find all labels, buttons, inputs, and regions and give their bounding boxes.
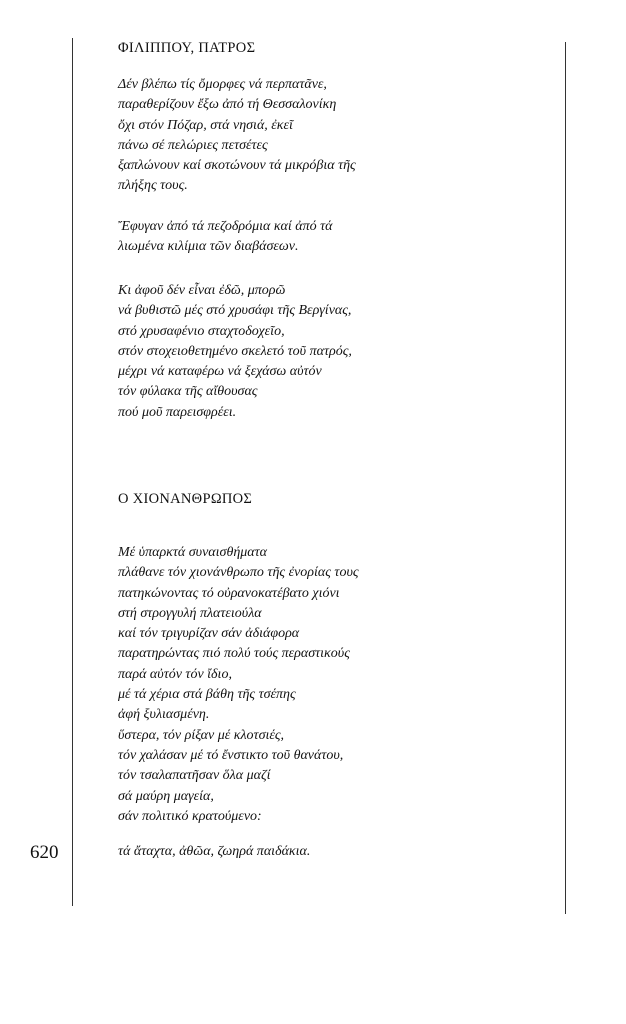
poem-line: Ἔφυγαν ἀπό τά πεζοδρόμια καί ἀπό τά <box>118 219 333 234</box>
poem-line: ὕστερα, τόν ρίξαν μέ κλοτσιές, <box>118 727 285 743</box>
stanza <box>118 281 352 423</box>
poem-line: καί τόν τριγυρίζαν σάν ἀδιάφορα <box>118 626 300 642</box>
poem-line: ὄχι στόν Πόζαρ, στά νησιά, ἐκεῖ <box>118 117 293 133</box>
right-margin-rule <box>565 42 566 914</box>
poem-line: ἀφή ξυλιασμένη. <box>118 707 210 723</box>
poem-line: μέ τά χέρια στά βάθη τῆς τσέπης <box>118 687 296 703</box>
poem-line: παρά αὐτόν τόν ἴδιο, <box>118 666 232 682</box>
poem-line: παραθερίζουν ἔξω ἀπό τή Θεσσαλονίκη <box>118 97 337 113</box>
poem-line: σάν πολιτικό κρατούμενο: <box>118 808 262 824</box>
stanza <box>118 217 333 258</box>
poem-line: σά μαύρη μαγεία, <box>118 788 214 804</box>
poem-line: τά ἄταχτα, ἀθῶα, ζωηρά παιδάκια. <box>118 844 311 859</box>
poem-title: Ο ΧΙΟΝΑΝΘΡΩΠΟΣ <box>118 491 253 507</box>
poem-line: Δέν βλέπω τίς ὄμορφες νά περπατᾶνε, <box>118 77 327 92</box>
poem-line: πού μοῦ παρεισφρέει. <box>118 404 237 420</box>
poem-line: λιωμένα κιλίμια τῶν διαβάσεων. <box>118 239 299 255</box>
page-number: 620 <box>30 842 59 863</box>
left-margin-rule <box>72 38 73 906</box>
poem-line: στή στρογγυλή πλατειούλα <box>118 605 262 621</box>
poem-line: ξαπλώνουν καί σκοτώνουν τά μικρόβια τῆς <box>118 158 356 174</box>
poem-line: Κι ἀφοῦ δέν εἶναι ἐδῶ, μπορῶ <box>118 283 286 298</box>
poem-line: μέχρι νά καταφέρω νά ξεχάσω αὐτόν <box>118 364 322 380</box>
poem-title: ΦΙΛΙΠΠΟΥ, ΠΑΤΡΟΣ <box>118 40 256 56</box>
poem-line: τόν φύλακα τῆς αἴθουσας <box>118 384 258 400</box>
poem-line: νά βυθιστῶ μές στό χρυσάφι τῆς Βεργίνας, <box>118 303 352 319</box>
poem-line: στόν στοχειοθετημένο σκελετό τοῦ πατρός, <box>118 343 352 359</box>
poem-line: πλήξης τους. <box>118 178 188 194</box>
poem-line: τόν χαλάσαν μέ τό ἔνστικτο τοῦ θανάτου, <box>118 747 344 763</box>
poem-line: παρατηρώντας πιό πολύ τούς περαστικούς <box>118 646 350 662</box>
poem-line: στό χρυσαφένιο σταχτοδοχεῖο, <box>118 323 285 339</box>
poem-line: Μέ ὑπαρκτά συναισθήματα <box>118 545 268 560</box>
poem-line: πλάθανε τόν χιονάνθρωπο τῆς ἐνορίας τους <box>118 565 359 581</box>
poem-line: πάνω σέ πελώριες πετσέτες <box>118 137 268 153</box>
stanza <box>118 75 356 197</box>
stanza <box>118 842 310 862</box>
stanza <box>118 543 359 827</box>
poem-line: τόν τσαλαπατῆσαν ὅλα μαζί <box>118 768 271 784</box>
poem-line: πατηκώνοντας τό οὐρανοκατέβατο χιόνι <box>118 585 340 601</box>
